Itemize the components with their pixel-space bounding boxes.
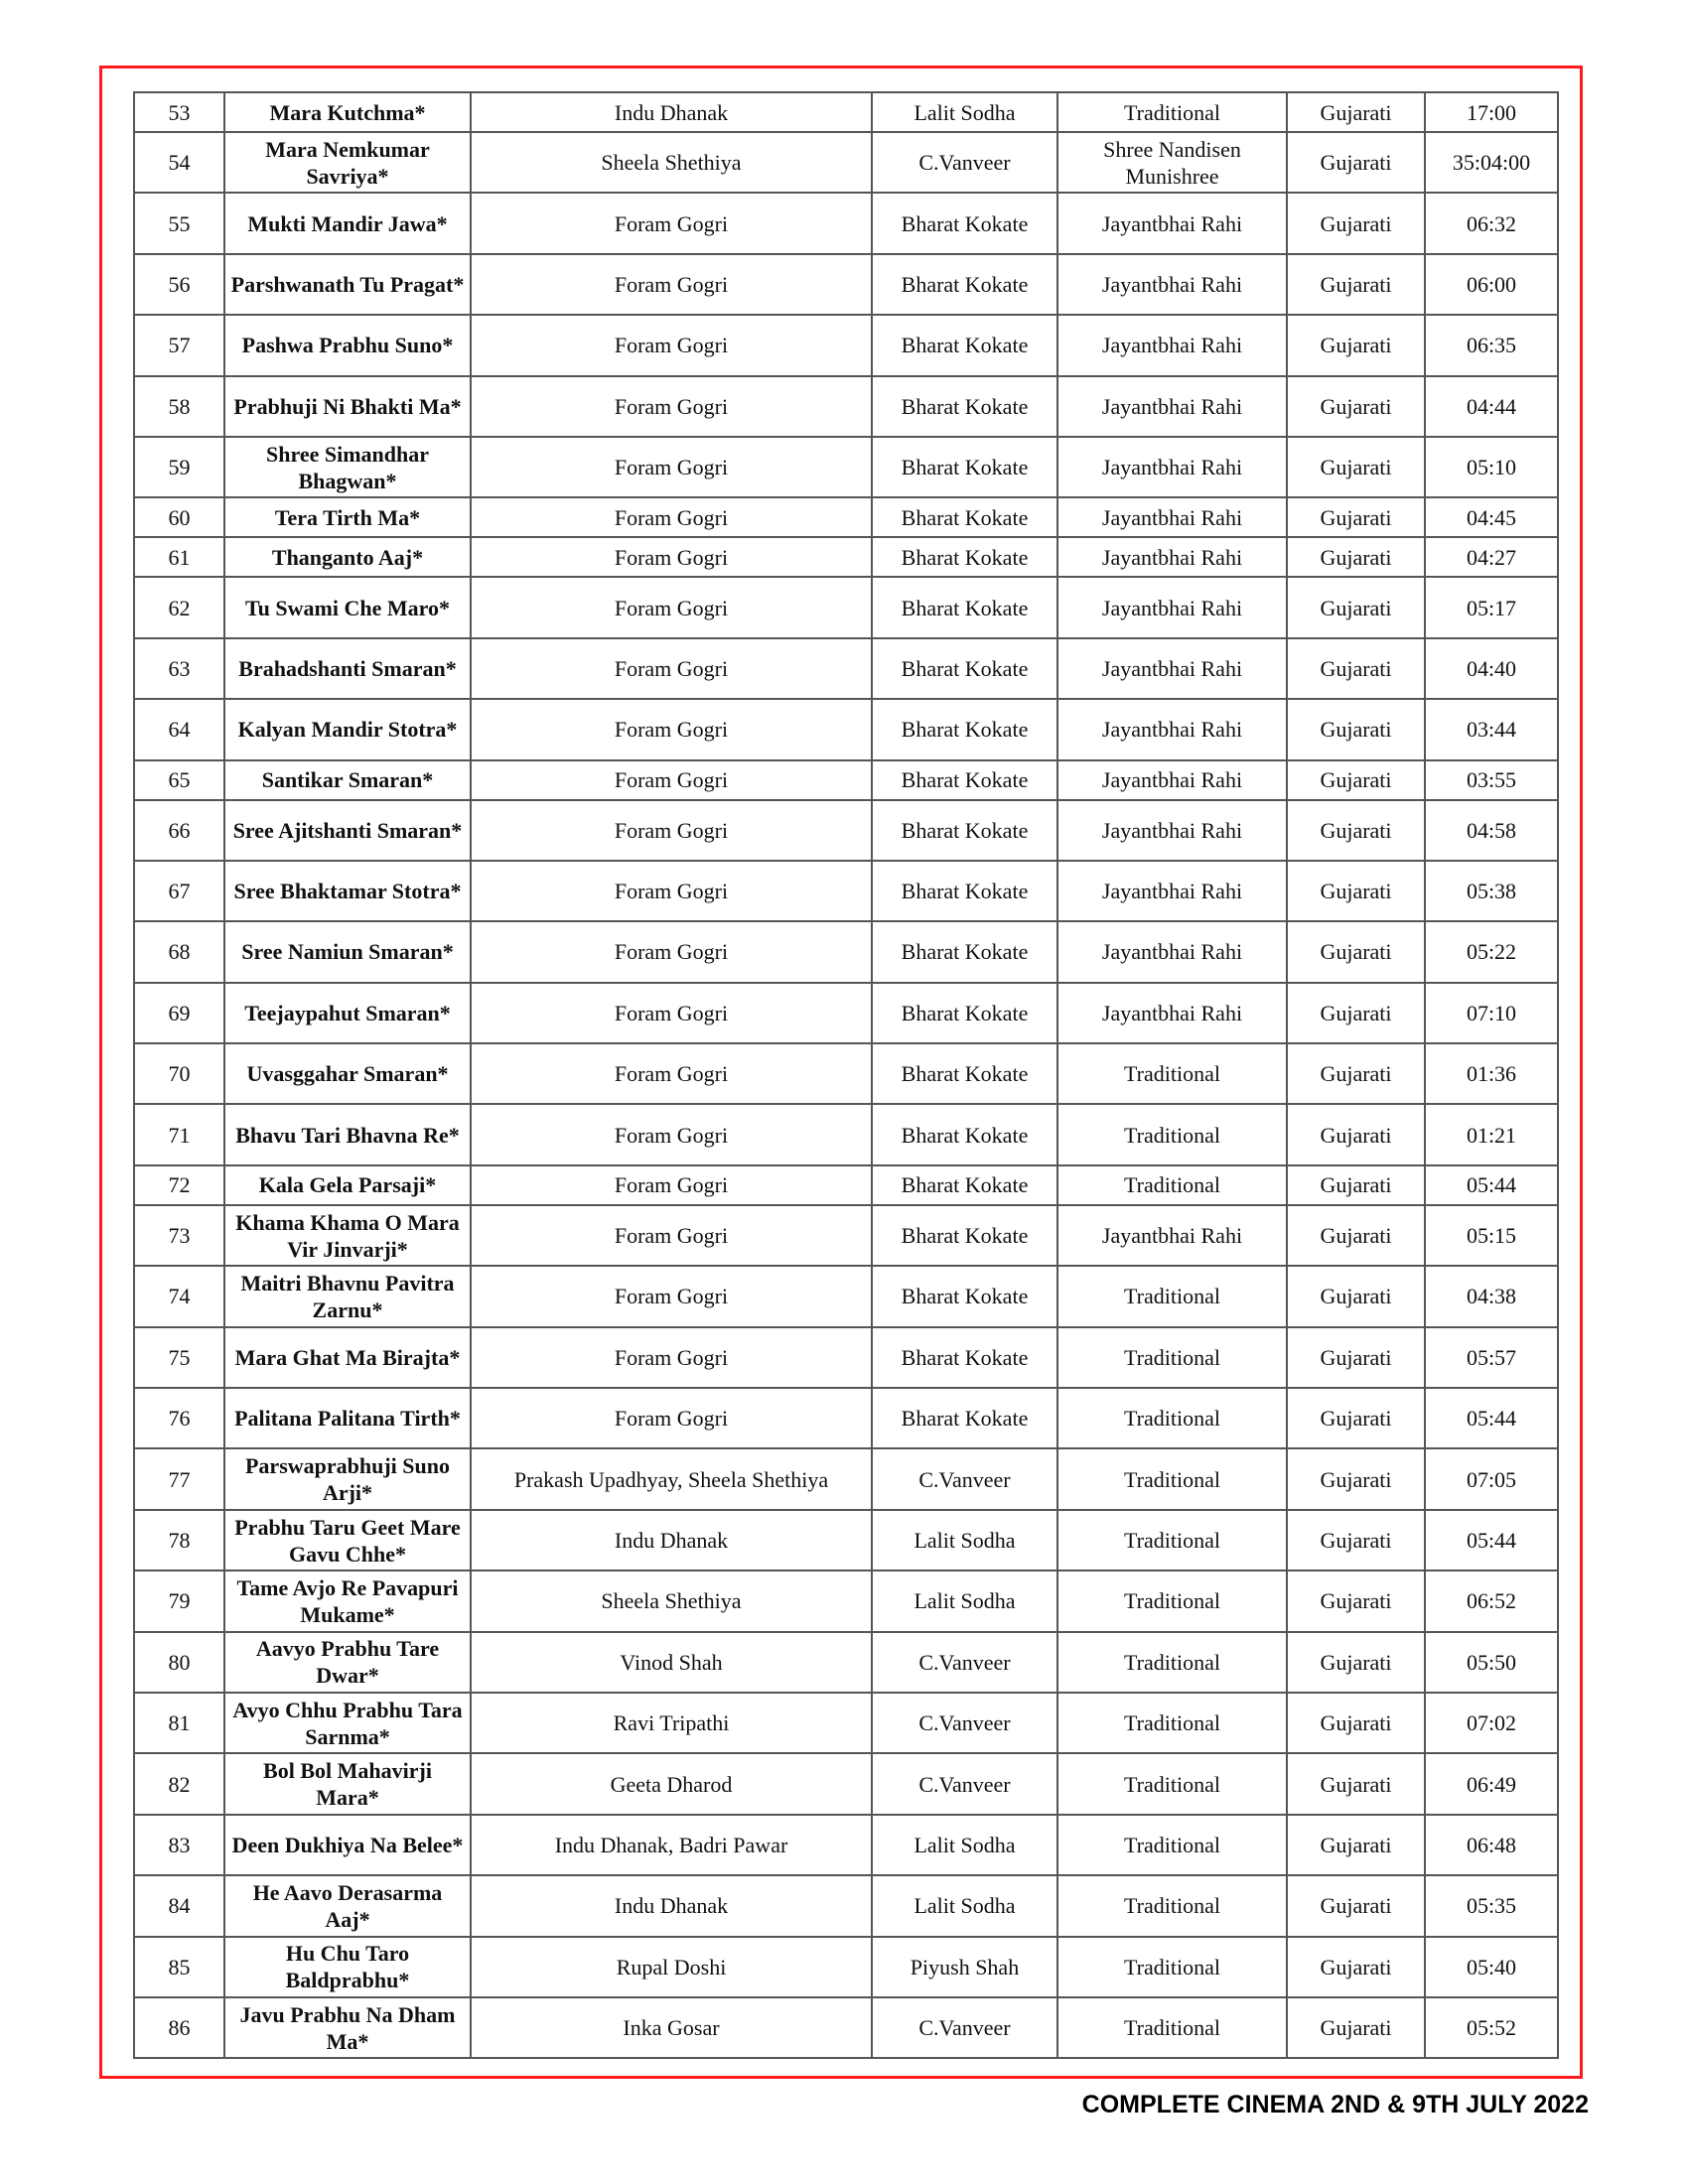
table-row [134, 92, 1558, 132]
language-cell: Gujarati [1287, 1937, 1425, 1997]
lyricist-cell: Jayantbhai Rahi [1057, 254, 1287, 315]
composer-cell: Bharat Kokate [872, 1165, 1057, 1205]
lyricist-cell: Jayantbhai Rahi [1057, 437, 1287, 497]
lyricist-cell: Traditional [1057, 1753, 1287, 1814]
row-number-cell: 72 [134, 1165, 224, 1205]
duration-cell: 05:15 [1425, 1205, 1558, 1266]
language-cell: Gujarati [1287, 699, 1425, 759]
language-cell: Gujarati [1287, 1448, 1425, 1509]
table-row [134, 1510, 1558, 1570]
lyricist-cell: Traditional [1057, 1693, 1287, 1753]
composer-cell: C.Vanveer [872, 132, 1057, 193]
song-title-cell: Sree Namiun Smaran* [224, 921, 471, 982]
lyricist-cell: Traditional [1057, 1875, 1287, 1936]
composer-cell: Bharat Kokate [872, 254, 1057, 315]
duration-cell: 05:44 [1425, 1510, 1558, 1570]
composer-cell: Bharat Kokate [872, 699, 1057, 759]
row-number-cell: 85 [134, 1937, 224, 1997]
lyricist-cell: Traditional [1057, 1937, 1287, 1997]
song-title-cell: Sree Bhaktamar Stotra* [224, 861, 471, 921]
language-cell: Gujarati [1287, 1327, 1425, 1388]
song-title-cell: He Aavo Derasarma Aaj* [224, 1875, 471, 1936]
song-title-cell: Aavyo Prabhu Tare Dwar* [224, 1632, 471, 1693]
duration-cell: 04:45 [1425, 497, 1558, 537]
composer-cell: Lalit Sodha [872, 92, 1057, 132]
song-title-cell: Maitri Bhavnu Pavitra Zarnu* [224, 1266, 471, 1326]
table-row [134, 983, 1558, 1043]
duration-cell: 04:44 [1425, 376, 1558, 437]
language-cell: Gujarati [1287, 537, 1425, 577]
song-title-cell: Parswaprabhuji Suno Arji* [224, 1448, 471, 1509]
duration-cell: 05:10 [1425, 437, 1558, 497]
table-row [134, 315, 1558, 375]
table-row [134, 1388, 1558, 1448]
lyricist-cell: Traditional [1057, 1388, 1287, 1448]
singer-cell: Foram Gogri [471, 699, 872, 759]
row-number-cell: 84 [134, 1875, 224, 1936]
row-number-cell: 75 [134, 1327, 224, 1388]
composer-cell: Bharat Kokate [872, 193, 1057, 253]
song-title-cell: Teejaypahut Smaran* [224, 983, 471, 1043]
duration-cell: 03:44 [1425, 699, 1558, 759]
singer-cell: Foram Gogri [471, 800, 872, 861]
singer-cell: Geeta Dharod [471, 1753, 872, 1814]
language-cell: Gujarati [1287, 1205, 1425, 1266]
table-row [134, 1693, 1558, 1753]
singer-cell: Foram Gogri [471, 1205, 872, 1266]
composer-cell: Piyush Shah [872, 1937, 1057, 1997]
duration-cell: 01:36 [1425, 1043, 1558, 1104]
song-title-cell: Prabhu Taru Geet Mare Gavu Chhe* [224, 1510, 471, 1570]
lyricist-cell: Traditional [1057, 1266, 1287, 1326]
lyricist-cell: Jayantbhai Rahi [1057, 537, 1287, 577]
singer-cell: Foram Gogri [471, 983, 872, 1043]
song-title-cell: Kalyan Mandir Stotra* [224, 699, 471, 759]
lyricist-cell: Jayantbhai Rahi [1057, 699, 1287, 759]
song-title-cell: Uvasggahar Smaran* [224, 1043, 471, 1104]
table-row [134, 1753, 1558, 1814]
row-number-cell: 79 [134, 1570, 224, 1631]
duration-cell: 04:58 [1425, 800, 1558, 861]
singer-cell: Foram Gogri [471, 437, 872, 497]
table-row [134, 1327, 1558, 1388]
row-number-cell: 76 [134, 1388, 224, 1448]
composer-cell: C.Vanveer [872, 1753, 1057, 1814]
composer-cell: Lalit Sodha [872, 1815, 1057, 1875]
lyricist-cell: Traditional [1057, 1815, 1287, 1875]
table-row [134, 254, 1558, 315]
row-number-cell: 65 [134, 760, 224, 800]
lyricist-cell: Traditional [1057, 1448, 1287, 1509]
lyricist-cell: Traditional [1057, 1104, 1287, 1164]
song-title-cell: Bol Bol Mahavirji Mara* [224, 1753, 471, 1814]
singer-cell: Sheela Shethiya [471, 1570, 872, 1631]
language-cell: Gujarati [1287, 921, 1425, 982]
singer-cell: Rupal Doshi [471, 1937, 872, 1997]
table-row [134, 577, 1558, 637]
language-cell: Gujarati [1287, 193, 1425, 253]
composer-cell: Bharat Kokate [872, 1327, 1057, 1388]
singer-cell: Indu Dhanak [471, 92, 872, 132]
singer-cell: Foram Gogri [471, 760, 872, 800]
lyricist-cell: Traditional [1057, 1327, 1287, 1388]
composer-cell: Bharat Kokate [872, 315, 1057, 375]
lyricist-cell: Jayantbhai Rahi [1057, 376, 1287, 437]
duration-cell: 05:44 [1425, 1165, 1558, 1205]
singer-cell: Vinod Shah [471, 1632, 872, 1693]
language-cell: Gujarati [1287, 861, 1425, 921]
lyricist-cell: Jayantbhai Rahi [1057, 760, 1287, 800]
song-title-cell: Kala Gela Parsaji* [224, 1165, 471, 1205]
table-row [134, 1205, 1558, 1266]
song-title-cell: Thanganto Aaj* [224, 537, 471, 577]
song-title-cell: Tame Avjo Re Pavapuri Mukame* [224, 1570, 471, 1631]
singer-cell: Foram Gogri [471, 376, 872, 437]
song-title-cell: Mukti Mandir Jawa* [224, 193, 471, 253]
language-cell: Gujarati [1287, 1266, 1425, 1326]
row-number-cell: 64 [134, 699, 224, 759]
language-cell: Gujarati [1287, 1753, 1425, 1814]
singer-cell: Sheela Shethiya [471, 132, 872, 193]
language-cell: Gujarati [1287, 437, 1425, 497]
lyricist-cell: Jayantbhai Rahi [1057, 861, 1287, 921]
language-cell: Gujarati [1287, 1875, 1425, 1936]
duration-cell: 06:32 [1425, 193, 1558, 253]
row-number-cell: 74 [134, 1266, 224, 1326]
lyricist-cell: Traditional [1057, 92, 1287, 132]
table-row [134, 1266, 1558, 1326]
table-row [134, 699, 1558, 759]
language-cell: Gujarati [1287, 1570, 1425, 1631]
duration-cell: 01:21 [1425, 1104, 1558, 1164]
language-cell: Gujarati [1287, 315, 1425, 375]
duration-cell: 04:27 [1425, 537, 1558, 577]
table-row [134, 376, 1558, 437]
language-cell: Gujarati [1287, 132, 1425, 193]
duration-cell: 05:35 [1425, 1875, 1558, 1936]
composer-cell: Lalit Sodha [872, 1875, 1057, 1936]
row-number-cell: 53 [134, 92, 224, 132]
duration-cell: 04:38 [1425, 1266, 1558, 1326]
table-row [134, 1104, 1558, 1164]
language-cell: Gujarati [1287, 92, 1425, 132]
composer-cell: C.Vanveer [872, 1632, 1057, 1693]
song-title-cell: Mara Nemkumar Savriya* [224, 132, 471, 193]
row-number-cell: 78 [134, 1510, 224, 1570]
lyricist-cell: Jayantbhai Rahi [1057, 497, 1287, 537]
duration-cell: 06:49 [1425, 1753, 1558, 1814]
lyricist-cell: Traditional [1057, 1997, 1287, 2058]
duration-cell: 35:04:00 [1425, 132, 1558, 193]
song-title-cell: Hu Chu Taro Baldprabhu* [224, 1937, 471, 1997]
duration-cell: 07:05 [1425, 1448, 1558, 1509]
song-table-body [134, 92, 1558, 2058]
language-cell: Gujarati [1287, 497, 1425, 537]
table-row [134, 537, 1558, 577]
table-row [134, 1875, 1558, 1936]
composer-cell: Bharat Kokate [872, 1104, 1057, 1164]
table-row [134, 132, 1558, 193]
table-row [134, 638, 1558, 699]
lyricist-cell: Jayantbhai Rahi [1057, 577, 1287, 637]
table-row [134, 1937, 1558, 1997]
duration-cell: 05:22 [1425, 921, 1558, 982]
singer-cell: Prakash Upadhyay, Sheela Shethiya [471, 1448, 872, 1509]
language-cell: Gujarati [1287, 1104, 1425, 1164]
row-number-cell: 81 [134, 1693, 224, 1753]
row-number-cell: 58 [134, 376, 224, 437]
lyricist-cell: Jayantbhai Rahi [1057, 921, 1287, 982]
singer-cell: Indu Dhanak [471, 1510, 872, 1570]
row-number-cell: 57 [134, 315, 224, 375]
row-number-cell: 80 [134, 1632, 224, 1693]
duration-cell: 06:48 [1425, 1815, 1558, 1875]
song-title-cell: Tera Tirth Ma* [224, 497, 471, 537]
singer-cell: Inka Gosar [471, 1997, 872, 2058]
song-title-cell: Brahadshanti Smaran* [224, 638, 471, 699]
language-cell: Gujarati [1287, 800, 1425, 861]
duration-cell: 05:17 [1425, 577, 1558, 637]
row-number-cell: 55 [134, 193, 224, 253]
language-cell: Gujarati [1287, 1043, 1425, 1104]
table-row [134, 1165, 1558, 1205]
composer-cell: Bharat Kokate [872, 638, 1057, 699]
composer-cell: Bharat Kokate [872, 760, 1057, 800]
lyricist-cell: Jayantbhai Rahi [1057, 800, 1287, 861]
duration-cell: 05:50 [1425, 1632, 1558, 1693]
lyricist-cell: Jayantbhai Rahi [1057, 983, 1287, 1043]
language-cell: Gujarati [1287, 1632, 1425, 1693]
language-cell: Gujarati [1287, 1693, 1425, 1753]
table-row [134, 1997, 1558, 2058]
row-number-cell: 77 [134, 1448, 224, 1509]
language-cell: Gujarati [1287, 1165, 1425, 1205]
duration-cell: 04:40 [1425, 638, 1558, 699]
lyricist-cell: Jayantbhai Rahi [1057, 315, 1287, 375]
singer-cell: Foram Gogri [471, 1165, 872, 1205]
composer-cell: Bharat Kokate [872, 1266, 1057, 1326]
song-title-cell: Palitana Palitana Tirth* [224, 1388, 471, 1448]
table-row [134, 1815, 1558, 1875]
singer-cell: Foram Gogri [471, 861, 872, 921]
singer-cell: Foram Gogri [471, 315, 872, 375]
duration-cell: 17:00 [1425, 92, 1558, 132]
composer-cell: Bharat Kokate [872, 437, 1057, 497]
duration-cell: 05:44 [1425, 1388, 1558, 1448]
duration-cell: 06:00 [1425, 254, 1558, 315]
song-title-cell: Santikar Smaran* [224, 760, 471, 800]
row-number-cell: 68 [134, 921, 224, 982]
singer-cell: Foram Gogri [471, 1043, 872, 1104]
song-title-cell: Bhavu Tari Bhavna Re* [224, 1104, 471, 1164]
row-number-cell: 82 [134, 1753, 224, 1814]
song-title-cell: Sree Ajitshanti Smaran* [224, 800, 471, 861]
lyricist-cell: Jayantbhai Rahi [1057, 638, 1287, 699]
language-cell: Gujarati [1287, 376, 1425, 437]
composer-cell: Bharat Kokate [872, 1388, 1057, 1448]
duration-cell: 07:02 [1425, 1693, 1558, 1753]
lyricist-cell: Traditional [1057, 1632, 1287, 1693]
composer-cell: Bharat Kokate [872, 800, 1057, 861]
singer-cell: Ravi Tripathi [471, 1693, 872, 1753]
row-number-cell: 59 [134, 437, 224, 497]
duration-cell: 05:52 [1425, 1997, 1558, 2058]
composer-cell: Bharat Kokate [872, 577, 1057, 637]
table-row [134, 1632, 1558, 1693]
lyricist-cell: Traditional [1057, 1570, 1287, 1631]
lyricist-cell: Jayantbhai Rahi [1057, 193, 1287, 253]
duration-cell: 06:52 [1425, 1570, 1558, 1631]
singer-cell: Foram Gogri [471, 1388, 872, 1448]
duration-cell: 05:38 [1425, 861, 1558, 921]
row-number-cell: 63 [134, 638, 224, 699]
row-number-cell: 71 [134, 1104, 224, 1164]
row-number-cell: 73 [134, 1205, 224, 1266]
singer-cell: Foram Gogri [471, 577, 872, 637]
table-row [134, 193, 1558, 253]
song-title-cell: Mara Kutchma* [224, 92, 471, 132]
composer-cell: Bharat Kokate [872, 1205, 1057, 1266]
song-title-cell: Tu Swami Che Maro* [224, 577, 471, 637]
singer-cell: Foram Gogri [471, 193, 872, 253]
song-table [133, 91, 1559, 2059]
composer-cell: Bharat Kokate [872, 497, 1057, 537]
language-cell: Gujarati [1287, 638, 1425, 699]
composer-cell: Bharat Kokate [872, 376, 1057, 437]
song-title-cell: Deen Dukhiya Na Belee* [224, 1815, 471, 1875]
composer-cell: Bharat Kokate [872, 983, 1057, 1043]
composer-cell: Bharat Kokate [872, 921, 1057, 982]
composer-cell: C.Vanveer [872, 1693, 1057, 1753]
song-title-cell: Shree Simandhar Bhagwan* [224, 437, 471, 497]
table-row [134, 760, 1558, 800]
composer-cell: Lalit Sodha [872, 1570, 1057, 1631]
singer-cell: Foram Gogri [471, 497, 872, 537]
composer-cell: Bharat Kokate [872, 1043, 1057, 1104]
row-number-cell: 67 [134, 861, 224, 921]
language-cell: Gujarati [1287, 760, 1425, 800]
composer-cell: C.Vanveer [872, 1997, 1057, 2058]
language-cell: Gujarati [1287, 983, 1425, 1043]
singer-cell: Foram Gogri [471, 1266, 872, 1326]
composer-cell: Lalit Sodha [872, 1510, 1057, 1570]
table-row [134, 497, 1558, 537]
language-cell: Gujarati [1287, 577, 1425, 637]
singer-cell: Indu Dhanak, Badri Pawar [471, 1815, 872, 1875]
singer-cell: Foram Gogri [471, 537, 872, 577]
row-number-cell: 60 [134, 497, 224, 537]
row-number-cell: 54 [134, 132, 224, 193]
row-number-cell: 70 [134, 1043, 224, 1104]
singer-cell: Foram Gogri [471, 921, 872, 982]
duration-cell: 05:57 [1425, 1327, 1558, 1388]
table-row [134, 1043, 1558, 1104]
row-number-cell: 69 [134, 983, 224, 1043]
duration-cell: 06:35 [1425, 315, 1558, 375]
composer-cell: Bharat Kokate [872, 861, 1057, 921]
table-row [134, 1448, 1558, 1509]
footer-caption: COMPLETE CINEMA 2ND & 9TH JULY 2022 [1081, 2091, 1589, 2118]
language-cell: Gujarati [1287, 1510, 1425, 1570]
row-number-cell: 66 [134, 800, 224, 861]
row-number-cell: 56 [134, 254, 224, 315]
song-title-cell: Pashwa Prabhu Suno* [224, 315, 471, 375]
table-row [134, 800, 1558, 861]
lyricist-cell: Jayantbhai Rahi [1057, 1205, 1287, 1266]
table-row [134, 1570, 1558, 1631]
singer-cell: Foram Gogri [471, 254, 872, 315]
composer-cell: C.Vanveer [872, 1448, 1057, 1509]
song-title-cell: Javu Prabhu Na Dham Ma* [224, 1997, 471, 2058]
language-cell: Gujarati [1287, 1815, 1425, 1875]
row-number-cell: 83 [134, 1815, 224, 1875]
duration-cell: 05:40 [1425, 1937, 1558, 1997]
composer-cell: Bharat Kokate [872, 537, 1057, 577]
language-cell: Gujarati [1287, 254, 1425, 315]
singer-cell: Foram Gogri [471, 638, 872, 699]
lyricist-cell: Shree Nandisen Munishree [1057, 132, 1287, 193]
singer-cell: Foram Gogri [471, 1327, 872, 1388]
song-title-cell: Khama Khama O Mara Vir Jinvarji* [224, 1205, 471, 1266]
singer-cell: Indu Dhanak [471, 1875, 872, 1936]
song-title-cell: Parshwanath Tu Pragat* [224, 254, 471, 315]
lyricist-cell: Traditional [1057, 1165, 1287, 1205]
table-row [134, 437, 1558, 497]
duration-cell: 07:10 [1425, 983, 1558, 1043]
row-number-cell: 61 [134, 537, 224, 577]
language-cell: Gujarati [1287, 1997, 1425, 2058]
song-title-cell: Mara Ghat Ma Birajta* [224, 1327, 471, 1388]
song-title-cell: Prabhuji Ni Bhakti Ma* [224, 376, 471, 437]
table-row [134, 921, 1558, 982]
language-cell: Gujarati [1287, 1388, 1425, 1448]
singer-cell: Foram Gogri [471, 1104, 872, 1164]
song-title-cell: Avyo Chhu Prabhu Tara Sarnma* [224, 1693, 471, 1753]
duration-cell: 03:55 [1425, 760, 1558, 800]
table-row [134, 861, 1558, 921]
row-number-cell: 62 [134, 577, 224, 637]
lyricist-cell: Traditional [1057, 1510, 1287, 1570]
row-number-cell: 86 [134, 1997, 224, 2058]
lyricist-cell: Traditional [1057, 1043, 1287, 1104]
